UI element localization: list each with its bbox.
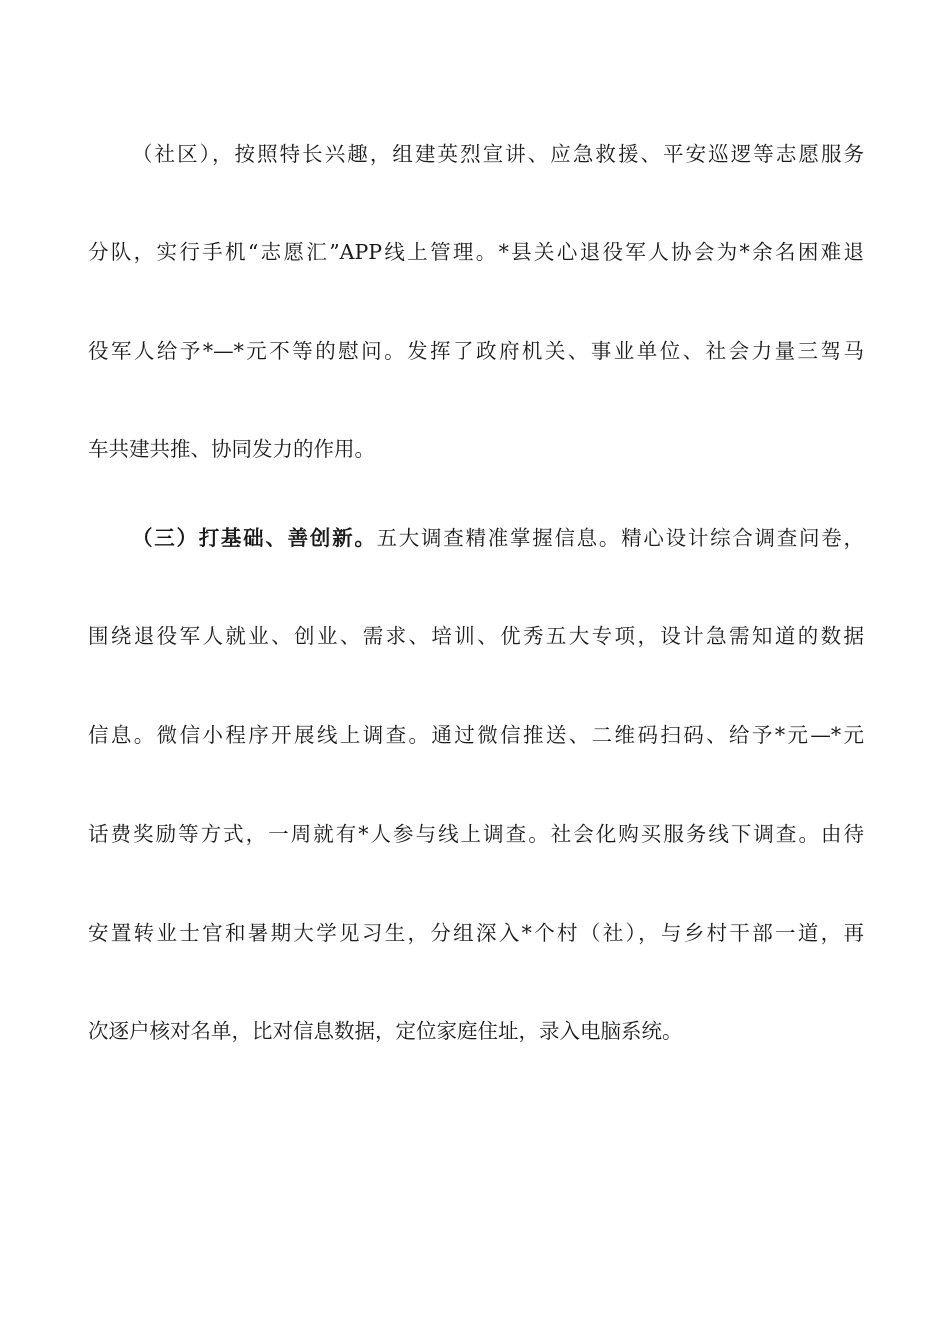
paragraph-line — [132, 521, 864, 555]
paragraph-line: （社区），按照特长兴趣，组建英烈宣讲、应急救援、平安巡逻等志愿服务 — [132, 142, 864, 166]
paragraph-line: 分队，实行手机“志愿汇”APP线上管理。*县关心退役军人协会为*余名困难退 — [88, 240, 864, 264]
paragraph-line: 车共建共推、协同发力的作用。 — [88, 437, 375, 461]
paragraph-line: 信息。微信小程序开展线上调查。通过微信推送、二维码扫码、给予*元—*元 — [88, 723, 864, 747]
paragraph-line: 次逐户核对名单，比对信息数据，定位家庭住址，录入电脑系统。 — [88, 1019, 683, 1043]
paragraph-line: 话费奖励等方式，一周就有*人参与线上调查。社会化购买服务线下调查。由待 — [88, 822, 864, 846]
paragraph-line: 安置转业士官和暑期大学见习生，分组深入*个村（社），与乡村干部一道，再 — [88, 921, 864, 945]
paragraph-line: 役军人给予*—*元不等的慰问。发挥了政府机关、事业单位、社会力量三驾马 — [88, 339, 864, 363]
paragraph-line: 围绕退役军人就业、创业、需求、培训、优秀五大专项，设计急需知道的数据 — [88, 624, 864, 648]
paragraph-text: 五大调查精准掌握信息。精心设计综合调查问卷， — [376, 526, 864, 550]
section-heading: （三）打基础、善创新。 — [132, 526, 377, 550]
